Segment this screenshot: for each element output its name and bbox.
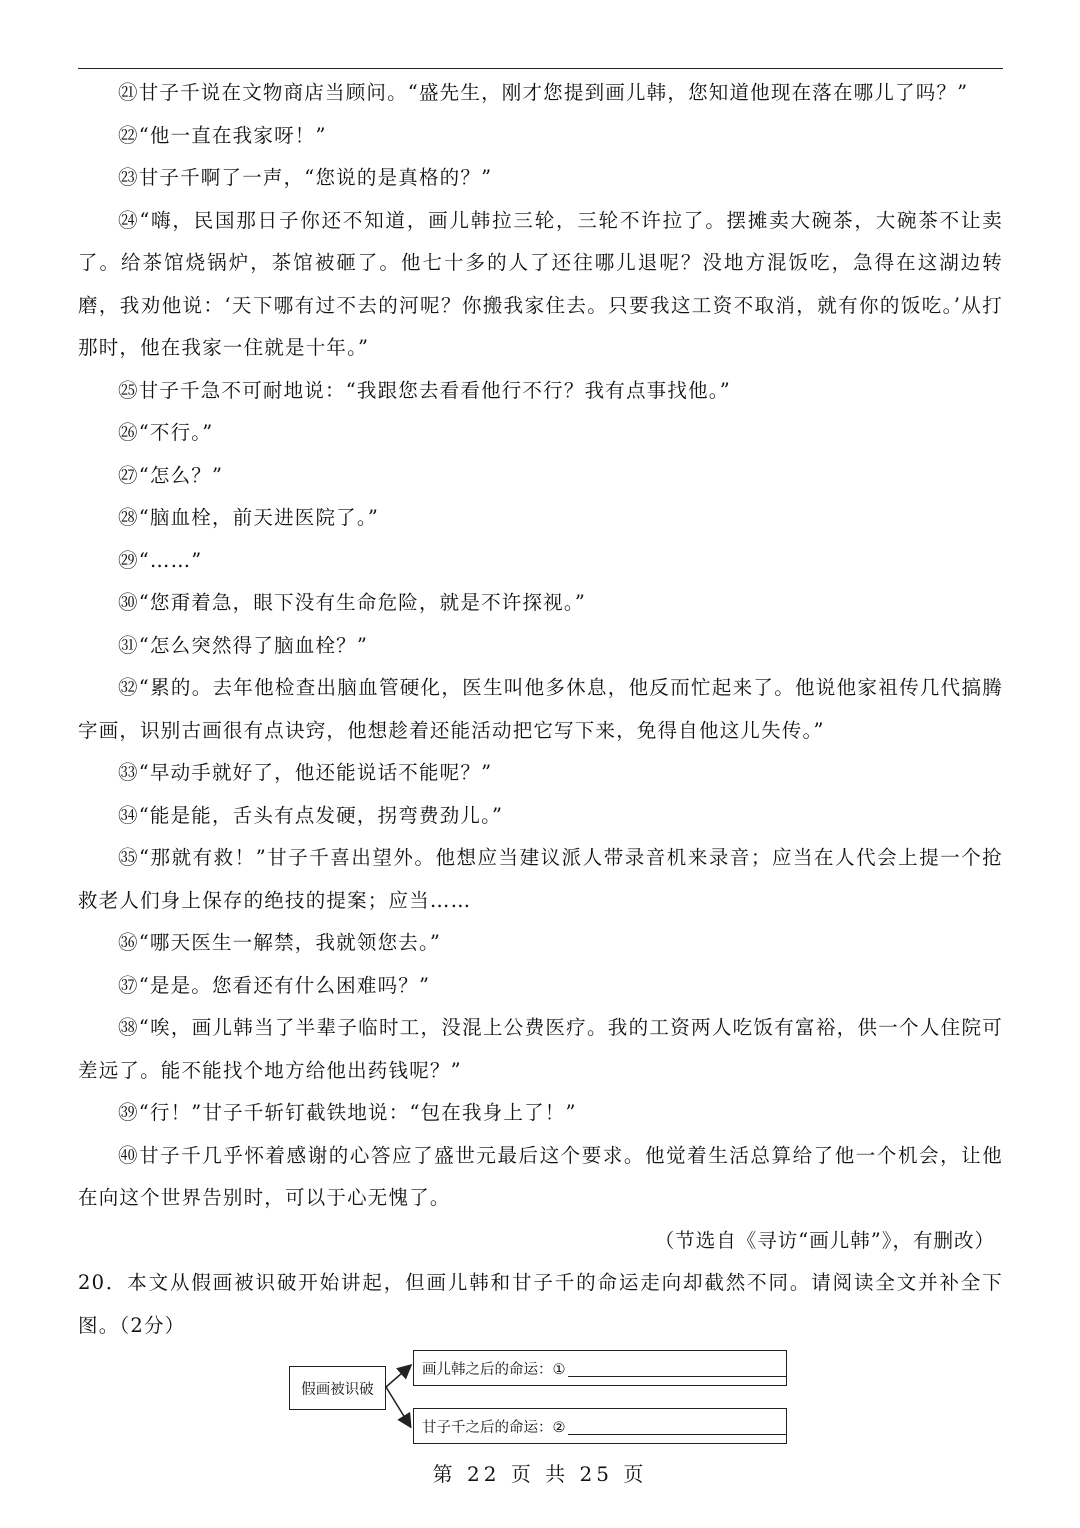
diagram-gan-zi-qian-box xyxy=(413,1408,787,1444)
paragraph: ㉗“怎么？” xyxy=(118,463,224,487)
paragraph: ㉙“……” xyxy=(118,548,203,572)
paragraph: ㉒“他一直在我家呀！” xyxy=(118,123,327,147)
answer-blank-2[interactable] xyxy=(568,1418,786,1435)
fate-diagram xyxy=(286,1344,796,1452)
diagram-hua-er-han-box xyxy=(413,1350,787,1386)
header-rule xyxy=(78,68,1003,69)
question-20: 20．本文从假画被识破开始讲起，但画儿韩和甘子千的命运走向却截然不同。请阅读全文并补全下图。（2分） xyxy=(78,1271,1003,1337)
paragraph: ㊱“哪天医生一解禁，我就领您去。” xyxy=(118,931,442,954)
paragraph: ㉟“那就有救！”甘子千喜出望外。他想应当建议派人带录音机来录音；应当在人代会上提一个抢救老人们身上保存的绝技的提案；应当…… xyxy=(78,846,1003,912)
paragraph: ㉛“怎么突然得了脑血栓？” xyxy=(118,633,369,657)
diagram-gan-zi-qian-label: 甘子千之后的命运：② xyxy=(422,1419,566,1436)
diagram-start-label: 假画被识破 xyxy=(301,1381,374,1398)
paragraph: ㊵甘子千几乎怀着感谢的心答应了盛世元最后这个要求。他觉着生活总算给了他一个机会，让他在向这个世界告别时，可以于心无愧了。 xyxy=(78,1143,1003,1209)
paragraph: ㉕甘子千急不可耐地说：“我跟您去看看他行不行？我有点事找他。” xyxy=(118,378,731,402)
paragraph: ㉚“您甭着急，眼下没有生命危险，就是不许探视。” xyxy=(118,591,586,614)
arrow-up xyxy=(386,1366,410,1387)
paragraph: ㊳“唉，画儿韩当了半辈子临时工，没混上公费医疗。我的工资两人吃饭有富裕，供一个人住院可差远了。能不能找个地方给他出药钱呢？” xyxy=(78,1016,1003,1082)
paragraph: ㉜“累的。去年他检查出脑血管硬化，医生叫他多休息，他反而忙起来了。他说他家祖传几代搞腾字画，识别古画很有点诀窍，他想趁着还能活动把它写下来，免得自他这儿失传。” xyxy=(78,676,1003,742)
answer-blank-1[interactable] xyxy=(568,1360,786,1377)
diagram-hua-er-han-label: 画儿韩之后的命运：① xyxy=(422,1361,566,1378)
diagram-start-box xyxy=(289,1366,386,1410)
paragraph: ㉓甘子千啊了一声，“您说的是真格的？” xyxy=(118,166,493,189)
paragraph: ㉝“早动手就好了，他还能说话不能呢？” xyxy=(118,761,493,784)
paragraph: ㊴“行！”甘子千斩钉截铁地说：“包在我身上了！” xyxy=(118,1101,577,1124)
page-content xyxy=(78,72,1003,1347)
passage xyxy=(78,72,1003,1220)
paragraph: ㉖“不行。” xyxy=(118,421,214,444)
paragraph: ㊲“是是。您看还有什么困难吗？” xyxy=(118,973,431,997)
paragraph: ㉞“能是能，舌头有点发硬，拐弯费劲儿。” xyxy=(118,803,504,827)
paragraph: ㉑甘子千说在文物商店当顾问。“盛先生，刚才您提到画儿韩，您知道他现在落在哪儿了吗？” xyxy=(118,81,969,104)
paragraph: ㉔“嗨，民国那日子你还不知道，画儿韩拉三轮，三轮不许拉了。摆摊卖大碗茶，大碗茶不让卖了。给茶馆烧锅炉，茶馆被砸了。他七十多的人了还往哪儿退呢？没地方混饭吃，急得在这湖边转磨，我劝他说：‘天下哪有过不去的河呢？你搬我家住去。只要我这工资不取消，就有你的饭吃。’从打那时，他在我家一住就是十年。” xyxy=(78,208,1003,359)
page-footer: 第 22 页 共 25 页 xyxy=(432,1462,648,1486)
source-note: （节选自《寻访“画儿韩”》，有删改） xyxy=(654,1228,995,1252)
paragraph: ㉘“脑血栓，前天进医院了。” xyxy=(118,506,379,529)
arrow-down xyxy=(386,1387,410,1426)
